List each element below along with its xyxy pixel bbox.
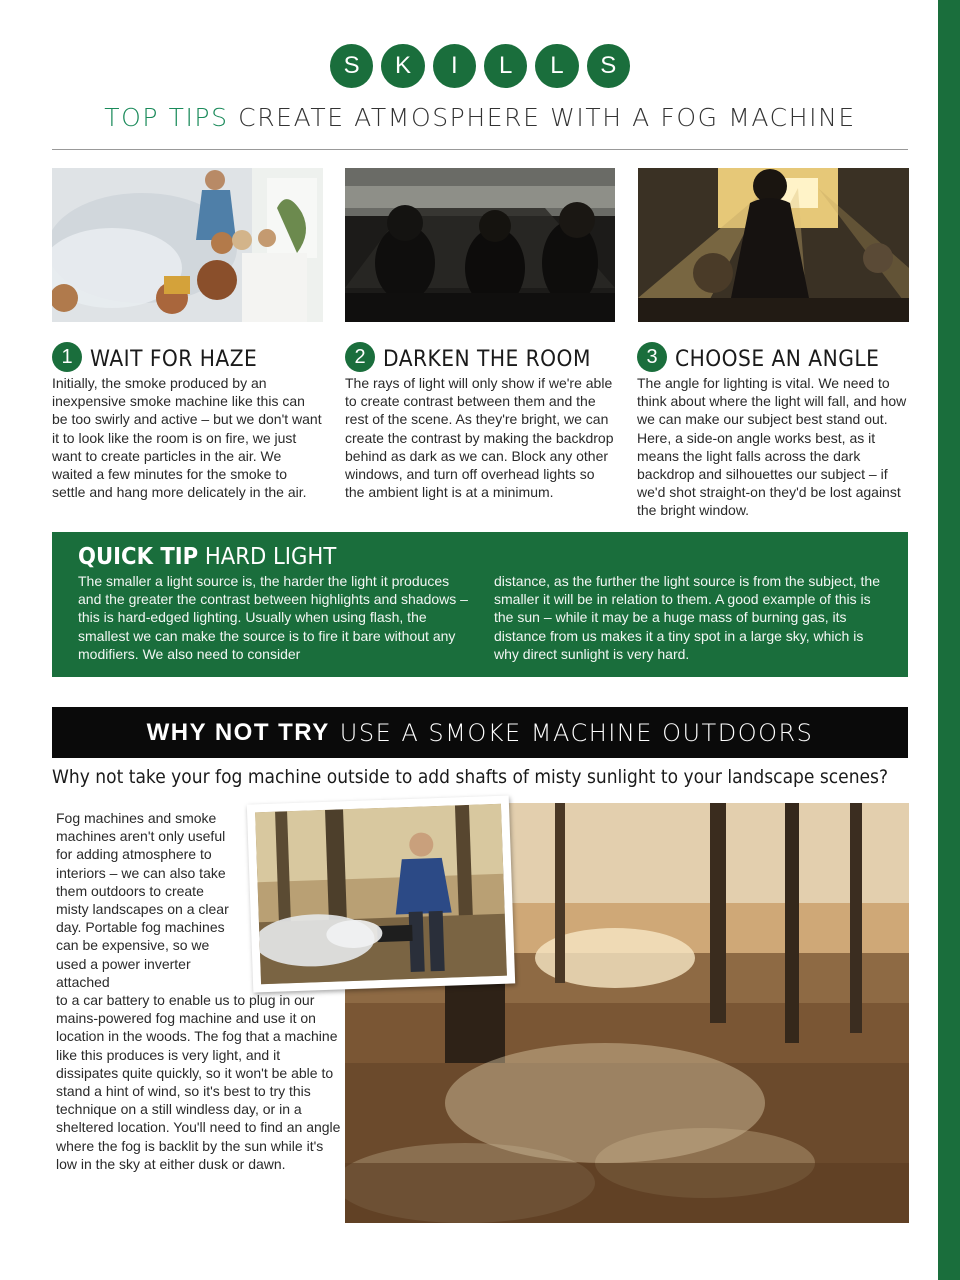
quick-tip-column-2: distance, as the further the light source is from the subject, the smaller it will be in relation to them. A good example of this is the sun – while it may be a huge mass of burning gas, its distance from us makes it a tiny spot in a large sky, which is why direct sunlight is very hard. [494, 573, 880, 662]
why-not-try-label: WHY NOT TRY [146, 718, 330, 746]
why-not-try-body [56, 809, 346, 1173]
step-body: The angle for lighting is vital. We need to think about where the light will fall, and how we can make our subject best stand out. Here, a side-on angle works best, as it means the light falls across the dark backdrop and silhouettes our subject – if we'd shot straight-on they'd be lost against the bright window. [637, 375, 907, 519]
photo-choose-an-angle [638, 168, 909, 322]
title-rest: CREATE ATMOSPHERE WITH A FOG MACHINE [238, 103, 856, 132]
why-not-try-title: USE A SMOKE MACHINE OUTDOORS [339, 718, 814, 747]
body-text-wide: to a car battery to enable us to plug in our mains-powered fog machine and use it on location in the woods. The fog that a machine like this produces is very light, and it dissipates quite quickly, so it won't be able to stand a hint of wind, so it's best to try this technique on a still windless day, or in a sheltered location. You'll need to find an angle where the fog is backlit by the sun while it's low in the sky at either dusk or dawn. [56, 992, 341, 1172]
step-title: CHOOSE AN ANGLE [675, 347, 880, 372]
skills-letter: I [433, 44, 476, 88]
side-accent-bar [938, 0, 960, 1280]
photo-darken-the-room [345, 168, 615, 322]
page-title [0, 103, 960, 132]
step-body: The rays of light will only show if we're able to create contrast between them and the rest of the scene. As they're bright, we can create the contrast by making the backdrop behind as dark as we can. Block any other windows, and turn off overhead lights so the ambient light is at a minimum. [345, 375, 614, 501]
skills-letter: L [484, 44, 527, 88]
quick-tip-label: QUICK TIP [78, 544, 199, 570]
step-title: WAIT FOR HAZE [90, 347, 258, 372]
quick-tip-box [52, 532, 908, 677]
title-accent: TOP TIPS [104, 103, 229, 132]
step-body: Initially, the smoke produced by an inexpensive smoke machine like this can be too swirly and active – but we don't want it to look like the room is on fire, we just want to create particles in the air. We waited a few minutes for the smoke to settle and hang more delicately in the air. [52, 375, 322, 501]
step-title: DARKEN THE ROOM [383, 347, 591, 372]
why-not-try-banner [52, 707, 908, 758]
step-number-badge: 3 [637, 342, 667, 372]
step-number-badge: 2 [345, 342, 375, 372]
skills-badge [330, 44, 630, 88]
divider [52, 149, 908, 150]
why-not-try-subtitle: Why not take your fog machine outside to add shafts of misty sunlight to your landscape scenes? [52, 766, 889, 788]
quick-tip-title: HARD LIGHT [204, 544, 337, 570]
step-number-badge: 1 [52, 342, 82, 372]
skills-letter: L [535, 44, 578, 88]
quick-tip-column-1: The smaller a light source is, the harder the light it produces and the greater the contrast between highlights and shadows – this is hard-edged lighting. Usually when using flash, the smallest we can make the source is to fire it bare without any modifiers. We also need to consider [78, 573, 468, 662]
skills-letter: K [381, 44, 424, 88]
skills-letter: S [587, 44, 630, 88]
step-3 [637, 338, 909, 520]
skills-letter: S [330, 44, 373, 88]
quick-tip-heading [78, 544, 336, 570]
body-text-narrow: Fog machines and smoke machines aren't only useful for adding atmosphere to interiors – we can also take them outdoors to create misty landscapes on a clear day. Portable fog machines can be expensive, so we used a power inverter attached [56, 810, 229, 990]
step-1 [52, 338, 324, 501]
photo-wait-for-haze [52, 168, 323, 322]
step-2 [345, 338, 617, 501]
